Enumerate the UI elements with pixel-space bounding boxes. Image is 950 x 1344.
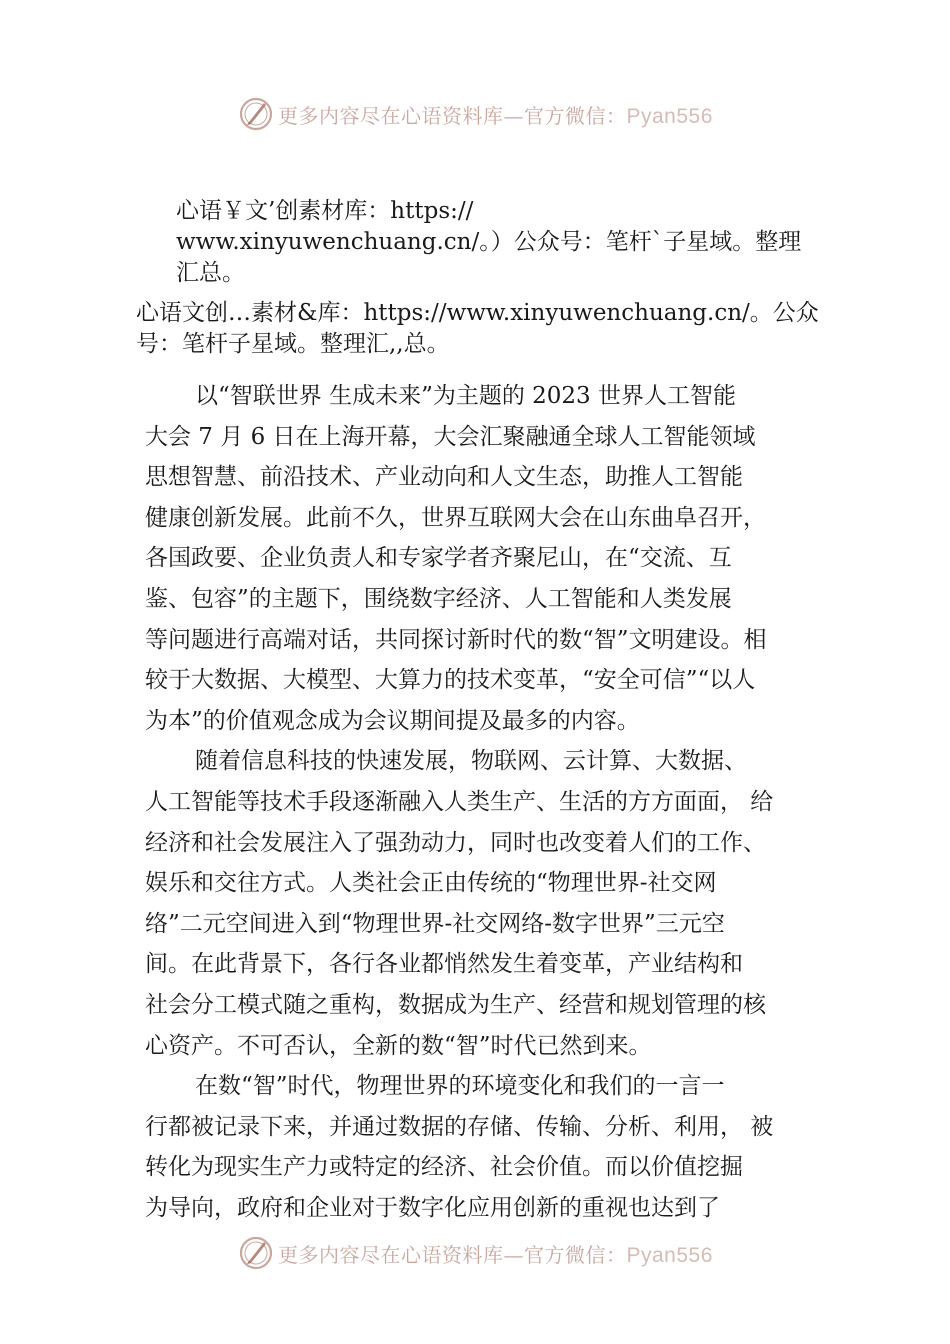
source-note-1 — [176, 196, 836, 289]
note-line: 心语￥文’创素材库：https:// — [176, 198, 474, 224]
text-line: 为导向，政府和企业对于数字化应用创新的重视也达到了 — [145, 1194, 720, 1221]
note-line: 号：笔杆子星域。整理汇,,总。 — [136, 331, 450, 357]
note-line: 心语文创…素材&库：https://www.xinyuwenchuang.cn/。公众 — [136, 300, 819, 326]
text-line: 络”二元空间进入到“物理世界-社交网络-数字世界”三元空 — [145, 910, 725, 937]
source-note-2 — [136, 298, 846, 360]
text-line: 经济和社会发展注入了强劲动力，同时也改变着人们的工作、 — [145, 829, 766, 856]
text-line: 转化为现实生产力或特定的经济、社会价值。而以价值挖掘 — [145, 1154, 743, 1181]
footer-banner-text — [278, 1239, 713, 1268]
paragraph-2 — [145, 741, 825, 1066]
text-line: 随着信息科技的快速发展，物联网、云计算、大数据、 — [195, 748, 747, 775]
text-line: 娱乐和交往方式。人类社会正由传统的“物理世界-社交网 — [145, 870, 717, 897]
header-wechat-id: Pyan556 — [626, 104, 713, 128]
text-line: 鉴、包容”的主题下，围绕数字经济、人工智能和人类发展 — [145, 585, 732, 612]
text-line: 大会 7 月 6 日在上海开幕，大会汇聚融通全球人工智能领域 — [145, 423, 756, 450]
text-line: 思想智慧、前沿技术、产业动向和人文生态，助推人工智能 — [145, 464, 743, 491]
quill-pen-logo-icon — [238, 1235, 274, 1271]
header-banner — [238, 94, 758, 134]
text-line: 在数“智”时代，物理世界的环境变化和我们的一言一 — [195, 1073, 725, 1100]
text-line: 较于大数据、大模型、大算力的技术变革，“安全可信”“以人 — [145, 667, 756, 694]
paragraph-1 — [145, 376, 825, 741]
text-line: 等问题进行高端对话，共同探讨新时代的数“智”文明建设。相 — [145, 626, 767, 653]
note-line: 汇总。 — [176, 260, 245, 286]
text-line: 各国政要、企业负责人和专家学者齐聚尼山，在“交流、互 — [145, 545, 732, 572]
footer-banner — [238, 1233, 758, 1273]
text-line: 为本”的价值观念成为会议期间提及最多的内容。 — [145, 707, 640, 734]
text-line: 人工智能等技术手段逐渐融入人类生产、生活的方方面面， 给 — [145, 788, 774, 815]
text-line: 健康创新发展。此前不久，世界互联网大会在山东曲阜召开， — [145, 504, 766, 531]
footer-banner-label: 更多内容尽在心语资料库—官方微信： — [278, 1242, 627, 1267]
footer-wechat-id: Pyan556 — [626, 1243, 713, 1267]
text-line: 以“智联世界 生成未来”为主题的 2023 世界人工智能 — [195, 383, 736, 409]
paragraph-3 — [145, 1066, 825, 1228]
header-banner-text — [278, 100, 713, 129]
note-line: www.xinyuwenchuang.cn/。）公众号：笔杆`子星域。整理 — [176, 229, 802, 255]
quill-pen-logo-icon — [238, 96, 274, 132]
text-line: 间。在此背景下，各行各业都悄然发生着变革，产业结构和 — [145, 951, 743, 978]
text-line: 心资产。不可否认，全新的数“智”时代已然到来。 — [145, 1032, 652, 1059]
header-banner-label: 更多内容尽在心语资料库—官方微信： — [278, 103, 627, 128]
article-body — [145, 376, 825, 1228]
text-line: 社会分工模式随之重构，数据成为生产、经营和规划管理的核 — [145, 991, 766, 1018]
text-line: 行都被记录下来，并通过数据的存储、传输、分析、利用， 被 — [145, 1113, 774, 1140]
